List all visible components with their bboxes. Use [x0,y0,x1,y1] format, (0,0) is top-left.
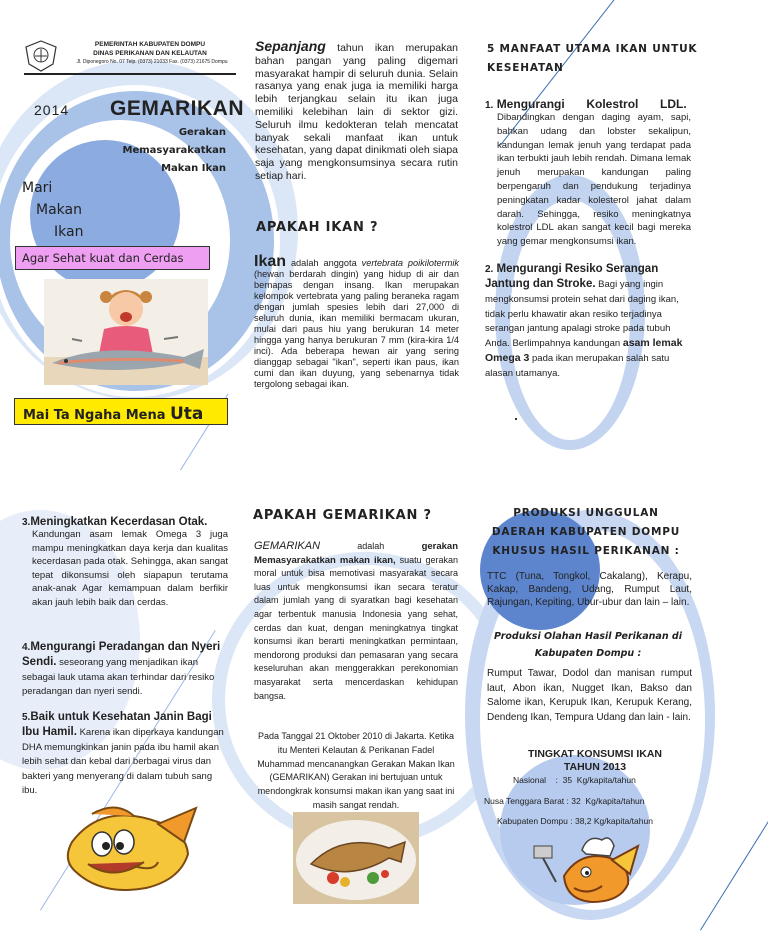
manfaat-item-2-text-b: pada ikan merupakan salah satu alasan utamanya. [485,352,670,379]
letterhead-rule [24,73,236,75]
child-with-fish-photo [44,279,208,385]
intro-paragraph [255,40,458,183]
manfaat-item-1-text: Dibandingkan dengan daging ayam, sapi, bahkan udang dan lobster sekalipun, kandungan lemak jenuh yang terdapat pada ikan terbukti jauh lebih rendah. Dimana lemak jenuh merupakan kandungan paling berpengaruh dan pendukung terjadinya peningkatan kadar kolesterol jahat dalam darah. Sehingga, resiko meningkatnya kolestrol LDL akan sangat kecil bagi mereka yang gemar mengkonsumsi ikan. [497,112,691,248]
cover-title: GEMARIKAN [110,97,244,120]
manfaat-item-4 [22,640,228,699]
apakah-ikan-paragraph [254,253,459,390]
gemarikan-t2: suatu gerakan moral untuk bisa memotivasi masyarakat secara luas untuk mengkonsumsi ikan secara teratur dalam jumlah yang di syaratkan bagi kesehatan agar terbentuk manusia Indonesia yang sehat, cerdas dan kuat, dengan meningkatnya tingkat konsumsi ikan berarti meningkatkan permintaan, mendorong produksi dan pemasaran yang secara keseluruhan akan menggerakkan perekonomian masyarakat serta mencerdaskan kehidupan bangsa. [254,554,458,701]
cover-sub-memasyarakatkan: Memasyarakatkan [122,145,226,156]
produksi-title: PRODUKSI UNGGULAN DAERAH KABUPATEN DOMPU KHUSUS HASIL PERIKANAN : [491,507,681,557]
manfaat-item-5-heading [22,710,228,798]
manfaat-item-3-num: 3. [22,517,31,528]
manfaat-item-5-title: Baik untuk Kesehatan Janin Bagi Ibu Hamil. [22,711,212,738]
manfaat-item-3-heading [22,516,228,528]
letterhead-gov: PEMERINTAH KABUPATEN DOMPU [94,41,206,48]
fish-dish-photo [293,812,419,904]
manfaat-item-3-title: Meningkatkan Kecerdasan Otak. [30,516,208,528]
apakah-ikan-t2: (hewan berdarah dingin) yang hidup di air dan bernapas dengan insang. Ikan merupakan kelompok vertebrata yang paling beraneka ragam dengan jumlah spesies lebih dari 27,000 di seluruh dunia, ikan memiliki bermacam ukuran, mulai dari paus hiu yang berukuran 14 meter hingga yang hanya berukuran 7 mm (kira-kira 1/4 inci). Ada beberapa hewan air yang sering dianggap sebagai "ikan", seperti ikan paus, ikan cumi dan ikan duyung, yang sebenarnya tidak tergolong sebagai ikan. [254,269,459,389]
manfaat-item-2-heading [485,262,691,381]
produksi-olahan-list: Rumput Tawar, Dodol dan manisan rumput laut, Abon ikan, Nugget Ikan, Bakso dan Salome ikan, Kerupuk Ikan, Kerupuk Kerang, Dendeng Ikan, Tempura Udang dan lain - lain. [487,668,692,723]
cover-mari: Mari [22,180,53,196]
manfaat-item-2-title: Mengurangi Resiko Serangan Jantung dan Stroke. [485,263,659,290]
konsumsi-title: TINGKAT KONSUMSI IKAN TAHUN 2013 [528,748,662,773]
konsumsi-nasional: Nasional : 35 Kg/kapita/tahun [513,775,636,785]
manfaat-item-4-heading [22,640,228,699]
cover-year: 2014 [34,102,70,118]
cover-local-slogan-box [14,398,228,425]
cover-tagline: Agar Sehat kuat dan Cerdas [22,251,184,265]
manfaat-item-3-text: Kandungan asam lemak Omega 3 juga mampu meningkatkan daya kerja dan kualitas kecerdasan pada otak. Sehingga, akan sangat tepat dikonsumsi oleh siapapun terutama anak-anak Agar kemampuan dalam berfikir akan jauh lebih baik dan cerdas. [32,529,228,608]
gemarikan-lead: GEMARIKAN [254,540,321,552]
cover-tagline-box [15,246,210,270]
letterhead-address: Jl. Diponegoro No. 07 Telp. (0373) 21033 Fax. (0373) 21675 Dompu [76,59,228,65]
manfaat-item-1-num: 1. [485,100,494,111]
letterhead-dept: DINAS PERIKANAN DAN KELAUTAN [93,50,207,57]
manfaat-item-5-num: 5. [22,712,31,723]
apakah-ikan-t1-italic: vertebrata poikilotermik [361,258,459,268]
manfaat-item-5 [22,710,228,798]
page-dot [515,418,517,420]
cartoon-fish-illustration [62,802,200,898]
apakah-ikan-title: APAKAH IKAN ? [256,220,379,235]
manfaat-item-4-title: Mengurangi Peradangan dan Nyeri Sendi. [22,641,221,668]
manfaat-item-1-heading [485,97,691,111]
cover-ikan: Ikan [54,224,84,240]
manfaat-item-1 [485,97,691,249]
manfaat-item-2-bold: asam lemak Omega 3 [485,337,683,364]
gemarikan-t1: adalah [320,541,422,551]
produksi-olahan-title: Produksi Olahan Hasil Perikanan di Kabupaten Dompu : [494,631,682,659]
manfaat-item-4-num: 4. [22,642,31,653]
manfaat-item-5-text: Karena ikan diperkaya kandungan DHA memungkinkan janin pada ibu hamil akan lebih sehat dan kebal dari berbagai virus dan bakteri yang menyerang di dalam tubuh sang ibu. [22,727,224,797]
manfaat-item-3 [22,516,228,610]
manfaat-item-1-title: Mengurangi Kolestrol LDL. [496,97,687,111]
cover-sub-gerakan: Gerakan [178,127,226,138]
letterhead [24,40,236,76]
konsumsi-ntb: Nusa Tenggara Barat : 32 Kg/kapita/tahun [484,796,645,806]
manfaat-item-2-num: 2. [485,264,494,275]
intro-text: tahun ikan merupakan bahan pangan yang paling digemari masyarakat hampir di seluruh dunia. Selain rasanya yang enak juga ia memiliki harga lebih terjangkau selain itu ikan juga memiliki kelebihan lain di sektor gizi. Seluruh ilmu kedokteran telah mencatat banyak sekali manfaat ikan untuk kesehatan, yang dapat dinikmati oleh siapa saja yang mengkonsumsinya secara rutin setiap hari. [255,42,458,182]
manfaat-item-4-text: seseorang yang menjadikan ikan sebagai lauk utama akan terhindar dari resiko peradangan dan nyeri sendi. [22,657,215,698]
manfaat-item-2 [485,262,691,381]
cover-makan: Makan [36,202,82,218]
chef-fish-illustration [530,832,642,908]
cover-local-slogan [23,404,203,424]
decor-line-3 [700,811,768,930]
cover-local-slogan-uta: Uta [170,404,204,424]
konsumsi-dompu: Kabupaten Dompu : 38,2 Kg/kapita/tahun [497,816,653,826]
regency-logo-icon [24,40,58,72]
produksi-list: TTC (Tuna, Tongkol, Cakalang), Kerapu, Kakap, Bandeng, Udang, Rumput Laut, Rajungan, Kepiting, Ubur-ubur dan lain – lain. [487,571,692,608]
gemarikan-history: Pada Tanggal 21 Oktober 2010 di Jakarta. Ketika itu Menteri Kelautan & Perikanan Fadel Muhammad mencanangkan Gerakan Makan Ikan (GEMARIKAN) Gerakan ini bertujuan untuk mendongkrak konsumsi makan ikan yang saat ini masih sangat rendah. [257,731,455,810]
manfaat-title: 5 MANFAAT UTAMA IKAN UNTUK KESEHATAN [487,43,698,74]
cover-sub-makan-ikan: Makan Ikan [161,163,226,174]
gemarikan-bold: gerakan Memasyarakatkan makan ikan, [254,541,458,566]
manfaat-item-2-text-a: Bagi yang ingin mengkonsumsi protein sehat dari daging ikan, tidak perlu khawatir akan resiko terjadinya serangan jantung apalagi stroke pada tubuh Anda. Berlimpahnya kandungan [485,279,679,350]
apakah-ikan-lead: Ikan [254,253,287,270]
gemarikan-title: APAKAH GEMARIKAN ? [253,508,432,523]
cover-local-slogan-text: Mai Ta Ngaha Mena [23,408,170,423]
gemarikan-paragraph [254,540,458,703]
intro-lead: Sepanjang [255,38,326,54]
apakah-ikan-t1: adalah anggota [286,258,362,268]
